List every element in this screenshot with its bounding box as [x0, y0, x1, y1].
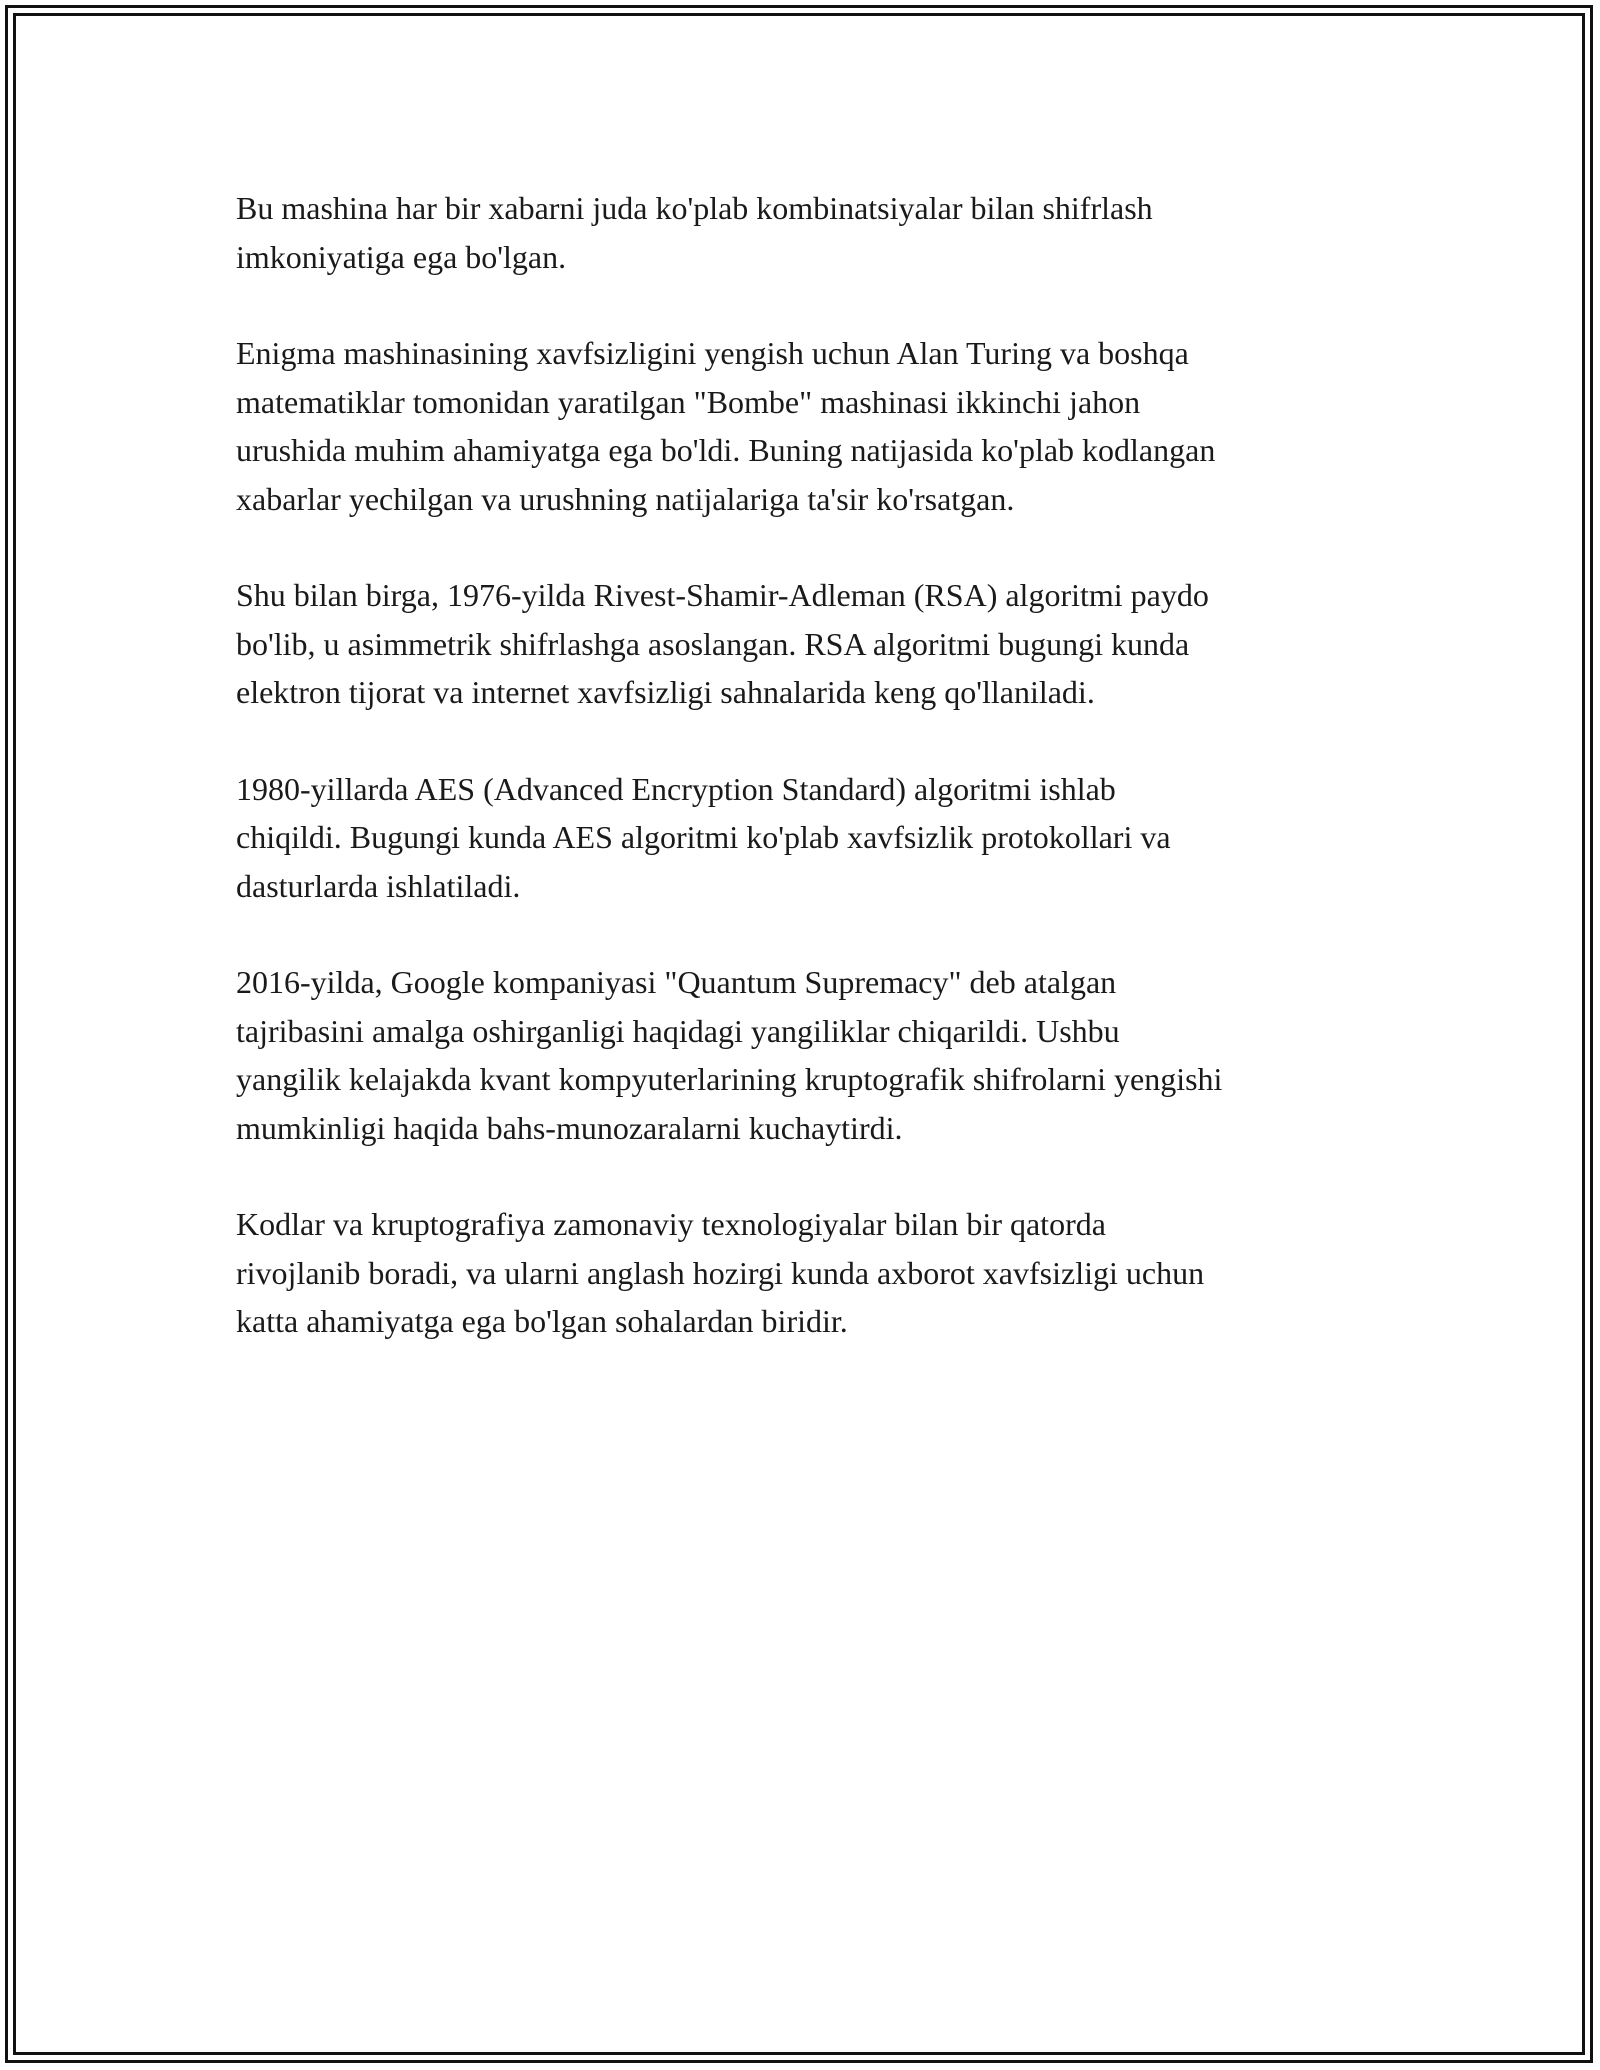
- paragraph-2: Enigma mashinasining xavfsizligini yengish uchun Alan Turing va boshqa matematiklar tomonidan yaratilgan "Bombe" mashinasi ikkinchi jahon urushida muhim ahamiyatga ega bo'ldi. Buning natijasida ko'plab kodlangan xabarlar yechilgan va urushning natijalariga ta'sir ko'rsatgan.: [236, 335, 1216, 517]
- paragraph-5: 2016-yilda, Google kompaniyasi "Quantum Supremacy" deb atalgan tajribasini amalga oshirganligi haqidagi yangiliklar chiqarildi. Ushbu yangilik kelajakda kvant kompyuterlarining kruptografik shifrolarni yengishi mumkinligi haqida bahs-munozaralarni kuchaytirdi.: [236, 964, 1223, 1146]
- paragraph-3: Shu bilan birga, 1976-yilda Rivest-Shamir-Adleman (RSA) algoritmi paydo bo'lib, u asimmetrik shifrlashga asoslangan. RSA algoritmi bugungi kunda elektron tijorat va internet xavfsizligi sahnalarida keng qo'llaniladi.: [236, 577, 1209, 710]
- document-body: [236, 184, 1396, 1394]
- paragraph-6: Kodlar va kruptografiya zamonaviy texnologiyalar bilan bir qatorda rivojlanib boradi, va ularni anglash hozirgi kunda axborot xavfsizligi uchun katta ahamiyatga ega bo'lgan sohalardan biridir.: [236, 1206, 1205, 1339]
- paragraph-4: 1980-yillarda AES (Advanced Encryption Standard) algoritmi ishlab chiqildi. Bugungi kunda AES algoritmi ko'plab xavfsizlik protokollari va dasturlarda ishlatiladi.: [236, 770, 1171, 904]
- paragraph-1: Bu mashina har bir xabarni juda ko'plab kombinatsiyalar bilan shifrlash imkoniyatiga ega bo'lgan.: [236, 190, 1153, 275]
